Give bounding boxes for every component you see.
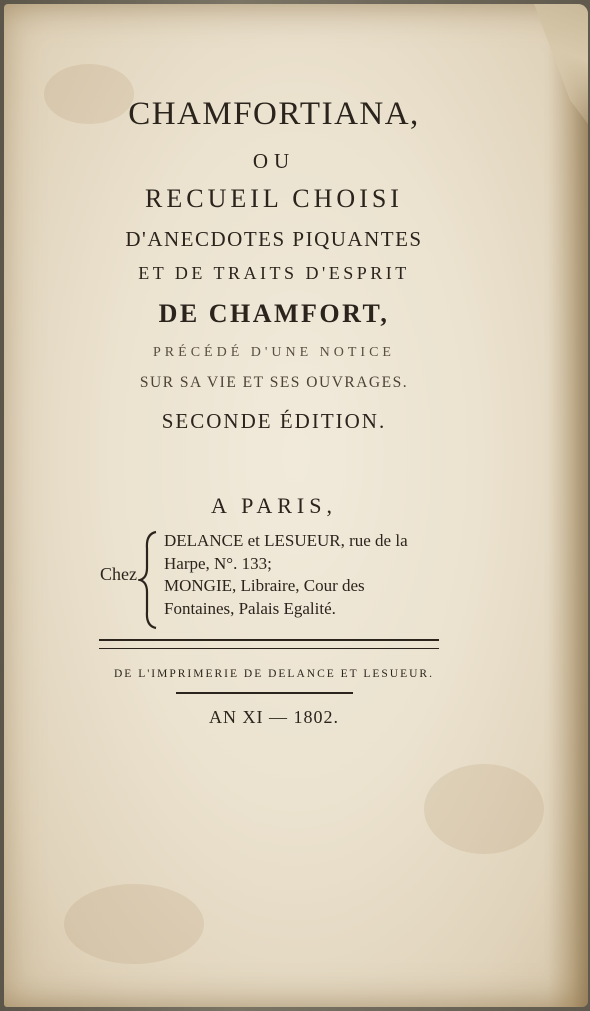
seller-line: MONGIE, Libraire, Cour des [164,576,365,595]
double-rule [99,639,439,649]
chez-label: Chez [100,564,137,584]
foxing-stain [424,764,544,854]
foxing-stain [64,884,204,964]
subtitle-line-2: D'ANECDOTES PIQUANTES [125,227,423,251]
seller-lines [164,530,464,620]
imprint-place: A PARIS, [210,493,337,518]
author-line: DE CHAMFORT, [158,299,390,328]
seller-line: Harpe, N°. 133; [164,553,272,573]
publication-date: AN XI — 1802. [209,707,339,727]
conjunction-ou: OU [252,149,296,173]
short-rule [176,692,353,694]
edition: SECONDE ÉDITION. [161,409,387,433]
printer-line: DE L'IMPRIMERIE DE DELANCE ET LESUEUR. [114,668,434,680]
subtitle-line-1: RECUEIL CHOISI [145,184,403,213]
preface-line-2: SUR SA VIE ET SES OUVRAGES. [139,374,409,391]
main-title: CHAMFORTIANA, [128,96,420,132]
curly-brace [138,530,160,630]
preface-line-1: PRÉCÉDÉ D'UNE NOTICE [153,345,395,360]
seller-line: Fontaines, Palais Egalité. [164,598,336,618]
title-page [4,4,588,1007]
subtitle-line-3: ET DE TRAITS D'ESPRIT [138,263,410,283]
seller-line: DELANCE et LESUEUR, rue de la [164,531,408,550]
